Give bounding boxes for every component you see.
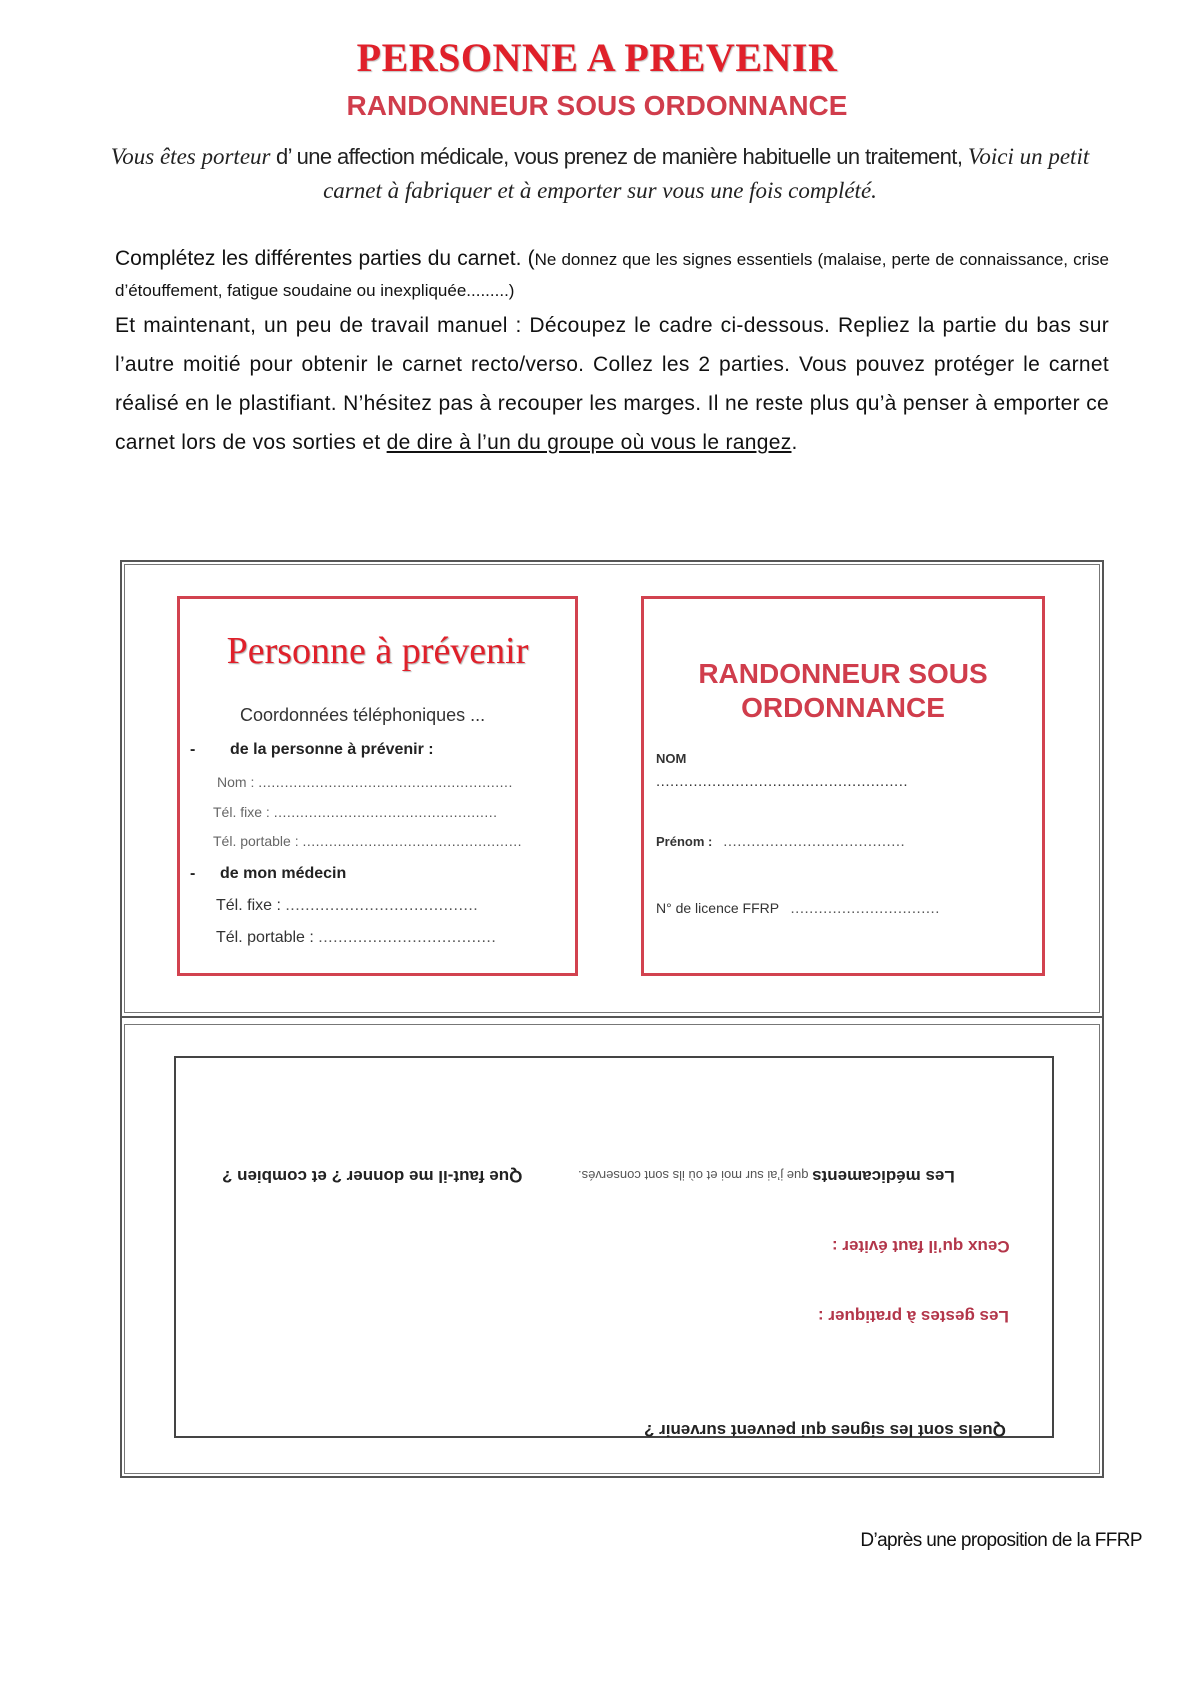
medications-note: que j’ai sur moi et où ils sont conservés.: [578, 1168, 813, 1183]
medications-line: [578, 1166, 955, 1186]
contact-landline-dots: ...................................................: [273, 804, 498, 820]
contact-landline-field: [213, 804, 498, 820]
intro-part1: Vous êtes porteur: [110, 144, 271, 169]
hiker-licence-dots: ................................: [790, 900, 940, 917]
page-title: PERSONNE A PREVENIR: [356, 35, 838, 80]
contact-mobile-dots: ..................................................: [302, 833, 522, 849]
emergency-contact-title: Personne à prévenir: [226, 630, 529, 672]
doctor-landline-dots: .......................................: [285, 897, 479, 914]
hiker-licence-field: [656, 900, 940, 917]
avoid-medications-label: Ceux qu’il faut éviter :: [832, 1237, 1010, 1256]
hiker-name-dots: ......................................................: [656, 773, 909, 790]
dosage-question: Que faut-il me donner ? et combien ?: [222, 1167, 523, 1186]
contact-name-field: [217, 774, 513, 790]
intro-text: [100, 140, 1100, 208]
fold-line: [122, 1016, 1102, 1018]
hiker-name-label: NOM: [656, 751, 687, 766]
hiker-panel-title-line1: RANDONNEUR SOUS: [698, 658, 988, 689]
doctor-landline-label: Tél. fixe :: [216, 897, 281, 914]
source-credit: D’après une proposition de la FFRP: [860, 1530, 1142, 1551]
hiker-identity-panel: [641, 596, 1045, 976]
emergency-contact-panel: [177, 596, 578, 976]
instructions-text: Et maintenant, un peu de travail manuel : Découpez le cadre ci-dessous. Repliez la partie du bas sur l’autre moitié pour obtenir le carnet recto/verso. Collez les 2 parties. Vous pouvez protéger le carnet réalisé en le plastifiant. N’hésitez pas à recouper les marges. Il ne reste plus qu’à penser à emporter ce carnet lors de vos sorties et: [115, 314, 1109, 454]
warning-signs-question: Quels sont les signes qui peuvent survenir ?: [644, 1421, 1006, 1440]
hiker-firstname-label: Prénom :: [656, 834, 713, 849]
first-aid-actions-label: Les gestes à pratiquer :: [818, 1307, 1009, 1326]
instructions-main: Complétez les différentes parties du carnet. (: [115, 247, 535, 270]
intro-part3: Voici un petit carnet à fabriquer et à emporter sur vous une fois complété.: [323, 144, 1090, 203]
contact-landline-label: Tél. fixe :: [213, 804, 270, 820]
doctor-mobile-dots: ....................................: [318, 929, 497, 946]
instructions-paragraph-1: [115, 244, 1109, 306]
hiker-panel-title-line2: ORDONNANCE: [741, 692, 945, 723]
contact-person-heading: de la personne à prévenir :: [230, 741, 434, 758]
medications-label: Les médicaments: [812, 1167, 955, 1186]
instructions: [115, 244, 1109, 462]
hiker-firstname-dots: .......................................: [723, 833, 906, 850]
instructions-end: .: [791, 431, 798, 454]
hiker-firstname-field: [656, 833, 905, 850]
doctor-mobile-label: Tél. portable :: [216, 929, 314, 946]
page-subtitle: RANDONNEUR SOUS ORDONNANCE: [346, 90, 848, 121]
instructions-note: Ne donnez que les signes essentiels (malaise, perte de connaissance, crise d’étouffement, fatigue soudaine ou inexpliquée.........): [115, 250, 1109, 300]
bullet-dash-2: -: [190, 865, 196, 882]
instructions-paragraph-2: [115, 306, 1109, 462]
bullet-dash: -: [190, 741, 196, 758]
doctor-mobile-field: [216, 929, 496, 947]
instructions-underlined: de dire à l’un du groupe où vous le rangez: [386, 431, 792, 454]
contact-mobile-label: Tél. portable :: [213, 833, 299, 849]
doctor-heading: de mon médecin: [220, 865, 347, 882]
hiker-panel-title: [644, 657, 1042, 725]
contact-name-dots: ..........................................................: [258, 774, 513, 790]
hiker-licence-label: N° de licence FFRP: [656, 900, 779, 916]
intro-part2: d’ une affection médicale, vous prenez de manière habituelle un traitement,: [270, 144, 968, 169]
phone-contacts-heading: Coordonnées téléphoniques ...: [240, 705, 486, 725]
contact-name-label: Nom :: [217, 774, 255, 790]
contact-mobile-field: [213, 833, 522, 849]
doctor-landline-field: [216, 897, 478, 915]
